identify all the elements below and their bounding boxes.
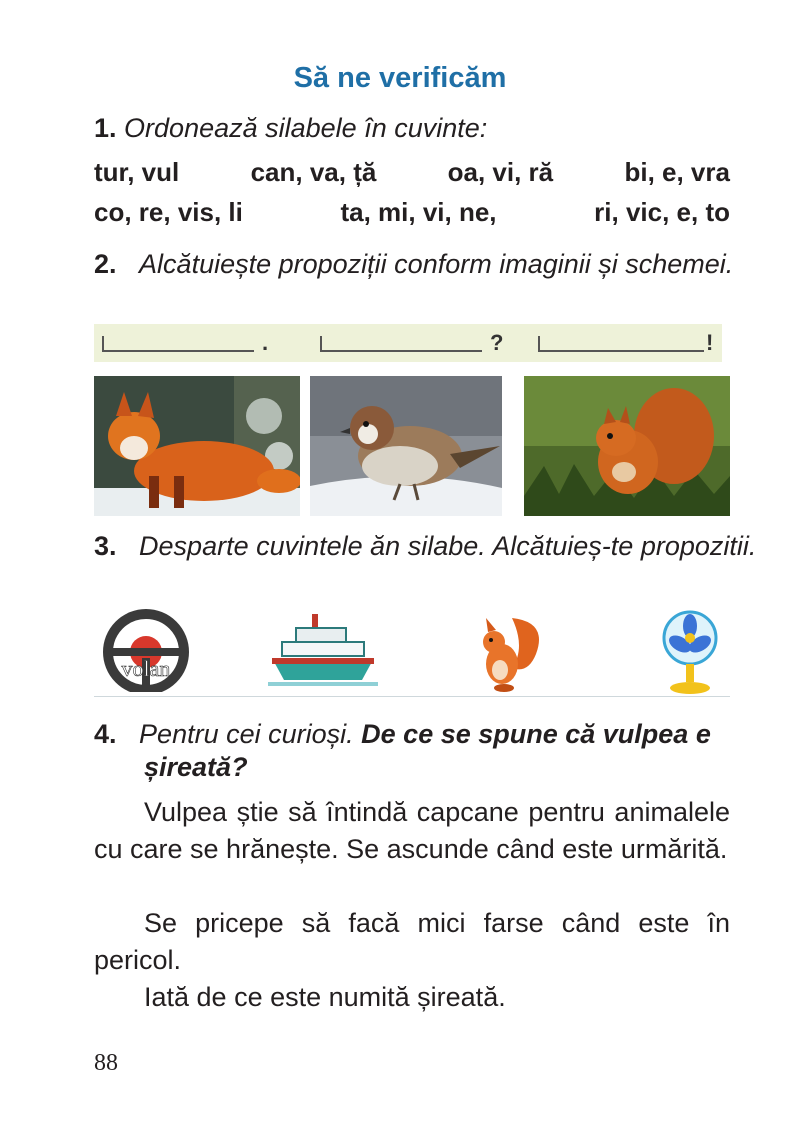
scheme-mark: ?: [490, 330, 504, 355]
fan-icon: [654, 608, 726, 701]
squirrel-photo: [524, 376, 730, 516]
ship-icon: [268, 608, 378, 697]
scheme-mark: !: [706, 330, 714, 355]
syllable-group: ta, mi, vi, ne,: [340, 197, 497, 227]
syllable-row-1: [94, 156, 730, 189]
sparrow-photo: [310, 376, 502, 516]
instruction-text: Alcătuiește propoziții conform imaginii și schemei.: [139, 249, 734, 279]
exercise-number: 4.: [94, 719, 117, 749]
syllable-group: bi, e, vra: [624, 157, 730, 187]
fox-photo: [94, 376, 300, 516]
instruction-text: Ordonează silabele în cuvinte:: [124, 113, 488, 143]
syllable-group: oa, vi, ră: [447, 157, 554, 187]
syllable-group: tur, vul: [94, 157, 180, 187]
scheme-mark: .: [262, 330, 269, 355]
exercise-4-question: [94, 718, 780, 784]
syllable-group: can, va, ță: [250, 157, 377, 187]
exercise-1-instruction: [94, 112, 730, 145]
exercise-number: 3.: [94, 531, 117, 561]
exercise-3-instruction: [94, 530, 780, 563]
page-title: Să ne verificăm: [293, 62, 507, 94]
scheme-line: [538, 336, 704, 352]
syllable-group: co, re, vis, li: [94, 197, 243, 227]
question-text: De ce se spune că vulpea e șireată?: [144, 719, 711, 782]
steering-wheel-icon: [98, 608, 194, 697]
paragraph-1: Vulpea știe să întindă capcane pentru animalele cu care se hrănește. Se ascunde când este urmărită.: [94, 797, 730, 864]
instruction-text: Desparte cuvintele ăn silabe. Alcătuieș-te propozitii.: [139, 531, 757, 561]
exercise-number: 1.: [94, 113, 117, 143]
scheme-line: [102, 336, 254, 352]
icon-strip: [94, 602, 730, 697]
syllable-group: ri, vic, e, to: [594, 197, 730, 227]
steering-label: volan: [121, 656, 171, 681]
paragraph-3: Iată de ce este numită șireată.: [144, 982, 506, 1012]
syllable-row-2: [94, 196, 730, 229]
paragraph-2: Se pricepe să facă mici farse când este în pericol.: [94, 908, 730, 975]
page-number: 88: [94, 1050, 118, 1076]
intro-text: Pentru cei curioși.: [139, 719, 354, 749]
exercise-2-instruction: [94, 248, 780, 281]
exercise-number: 2.: [94, 249, 117, 279]
scheme-line: [320, 336, 482, 352]
sentence-scheme: [94, 324, 722, 362]
squirrel-icon: [470, 608, 550, 701]
